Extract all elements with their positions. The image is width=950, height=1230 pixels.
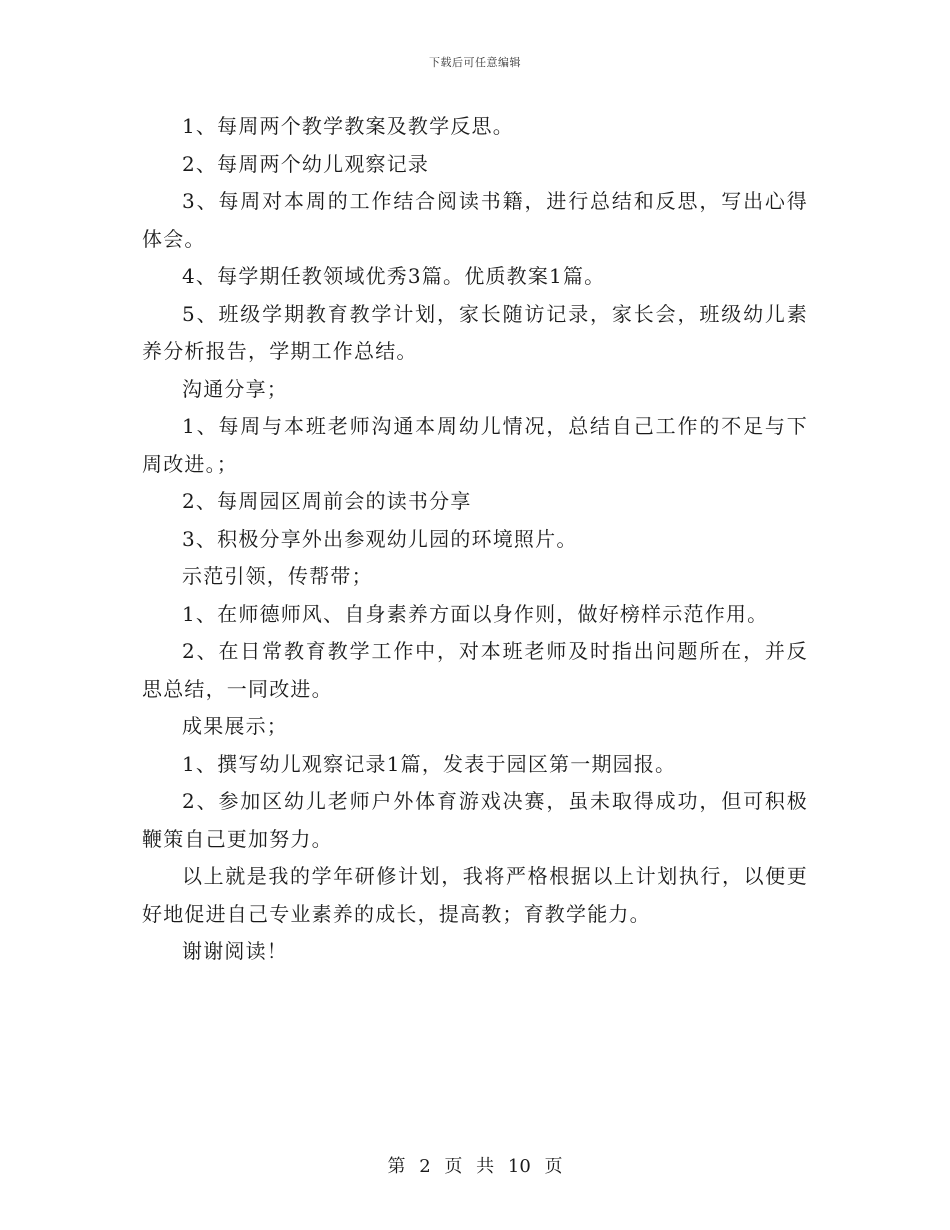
total-pages-number: 10 <box>507 1156 531 1177</box>
paragraph: 2、参加区幼儿老师户外体育游戏决赛，虽未取得成功，但可积极鞭策自己更加努力。 <box>142 789 808 851</box>
paragraph: 3、积极分享外出参观幼儿园的环境照片。 <box>182 526 578 551</box>
current-page-number: 2 <box>419 1156 431 1177</box>
closing-line: 谢谢阅读！ <box>182 939 288 963</box>
paragraph: 1、每周与本班老师沟通本周幼儿情况，总结自己工作的不足与下周改进。； <box>142 414 808 476</box>
page-header: 下载后可任意编辑 <box>429 56 521 69</box>
section-heading: 沟通分享； <box>182 376 288 401</box>
paragraph: 2、在日常教育教学工作中，对本班老师及时指出问题所在，并反思总结，一同改进。 <box>142 639 808 701</box>
section-heading: 示范引领，传帮带； <box>182 564 373 588</box>
page-footer <box>0 1152 950 1178</box>
paragraph: 1、每周两个教学教案及教学反思。 <box>182 114 514 138</box>
paragraph: 1、在师德师风、自身素养方面以身作则，做好榜样示范作用。 <box>182 601 769 626</box>
paragraph: 5、班级学期教育教学计划，家长随访记录，家长会，班级幼儿素养分析报告，学期工作总结。 <box>142 301 808 363</box>
paragraph: 4、每学期任教领域优秀3篇。优质教案1篇。 <box>182 264 606 288</box>
section-heading: 成果展示； <box>182 714 288 738</box>
footer-total-label: 共 <box>476 1156 495 1177</box>
paragraph: 1、撰写幼儿观察记录1篇，发表于园区第一期园报。 <box>182 751 677 776</box>
paragraph: 2、每周园区周前会的读书分享 <box>182 489 472 513</box>
paragraph: 3、每周对本周的工作结合阅读书籍，进行总结和反思，写出心得体会。 <box>142 189 808 251</box>
paragraph: 2、每周两个幼儿观察记录 <box>182 151 430 176</box>
document-body <box>142 108 808 971</box>
footer-suffix: 页 <box>544 1156 563 1177</box>
footer-prefix: 第 <box>387 1156 406 1177</box>
paragraph: 以上就是我的学年研修计划，我将严格根据以上计划执行，以便更好地促进自己专业素养的成长，提高教；育教学能力。 <box>142 864 808 926</box>
footer-page-label: 页 <box>444 1156 463 1177</box>
